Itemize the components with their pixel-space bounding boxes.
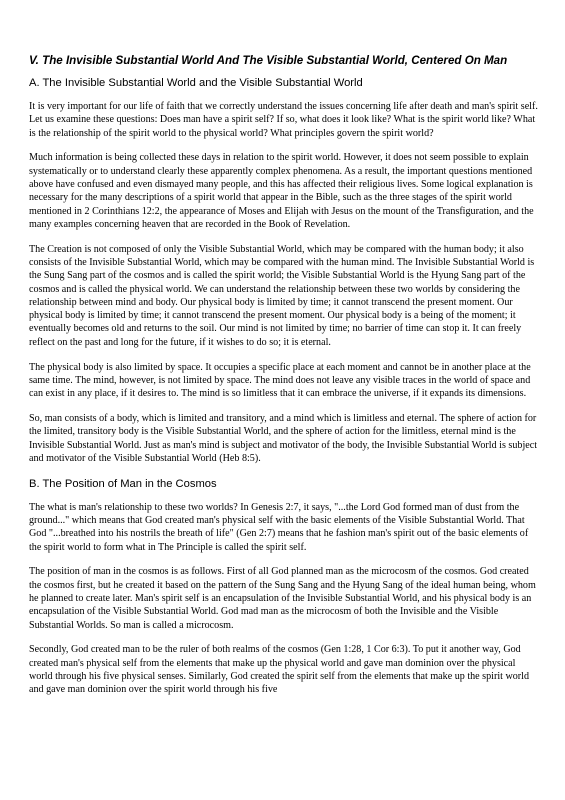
- paragraph: It is very important for our life of faith that we correctly understand the issues concerning life after death and man's spirit self. Let us examine these questions: Does man have a spirit self? If so, what does it look like? What is the spirit world like? What is the relationship of the spirit world to the physical world? What principles govern the spirit world?: [29, 101, 538, 139]
- paragraph: So, man consists of a body, which is limited and transitory, and a mind which is limitless and eternal. The sphere of action for the limited, transitory body is the Visible Substantial World, and the sphere of action for the limitless, eternal mind is the Invisible Substantial World. Just as man's mind is subject and motivator of the body, the Invisible Substantial World is subject and motivator of the Visible Substantial World (Heb 8:5).: [29, 412, 538, 464]
- paragraph: The position of man in the cosmos is as follows. First of all God planned man as the microcosm of the cosmos. God created the cosmos first, but he created it based on the pattern of the Sung Sang and the Hyung Sang of the ideal human being, whom he planned to create later. Man's spirit self is an encapsulation of the Invisible Substantial World, and his physical body is an encapsulation of the Visible Substantial World. God mad man as the microcosm of both the Invisible and the Visible Substantial Worlds. So man is called a microcosm.: [29, 566, 536, 631]
- section-title: V. The Invisible Substantial World And The Visible Substantial World, Centered On Man: [29, 54, 508, 67]
- subsection-a-heading: A. The Invisible Substantial World and the Visible Substantial World: [29, 77, 363, 89]
- subsection-b-heading: B. The Position of Man in the Cosmos: [29, 477, 217, 490]
- paragraph: Much information is being collected these days in relation to the spirit world. However, it does not seem possible to explain systematically or to understand clearly these apparently complex phenomena. As a result, the important questions mentioned above have confused and even dismayed many people, and this has affected their religious lives. Some logical explanation is necessary for the many descriptions of a spirit world that appear in the Bible, such as the three stages of the spirit world mentioned in 2 Corinthians 12:2, the appearance of Moses and Elijah with Jesus on the mount of the Transfiguration, and the many examples concerning heaven that are recorded in the Book of Revelation.: [29, 152, 534, 230]
- paragraph: The physical body is also limited by space. It occupies a specific place at each moment and cannot be in another place at the same time. The mind, however, is not limited by space. The mind does not leave any visible traces in the world of space and can exist in any place, if it desires to. The mind is so limitless that it can embrace the universe, if it expands its dimensions.: [29, 361, 531, 400]
- paragraph: The Creation is not composed of only the Visible Substantial World, which may be compared with the human body; it also consists of the Invisible Substantial World, which may be compared with the human mind. The Invisible Substantial World is the Sung Sang part of the cosmos and is called the spirit world; the Visible Substantial World is the Hyung Sang part of the cosmos and is called the physical world. We can understand the relationship between these two worlds by considering the relationship between mind and body. Our physical body is limited by time; it cannot transcend the present moment. Our physical body is limited by time; it cannot transcend the present moment. Our physical body is a being of the moment; it eventually becomes old and returns to the soil. Our mind is not limited by time; no barrier of time can stop it. It can freely reflect on the past and long for the future, if it wishes to do so; it is eternal.: [29, 243, 535, 348]
- paragraph: The what is man's relationship to these two worlds? In Genesis 2:7, it says, "...the Lord God formed man of dust from the ground..." which means that God created man's physical self with the basic elements of the Visible Substantial World. That God "...breathed into his nostrils the breath of life" (Gen 2:7) means that he fashion man's spirit out of the basic elements of the spirit world to form what in The Principle is called the spirit self.: [29, 501, 529, 553]
- paragraph: Secondly, God created man to be the ruler of both realms of the cosmos (Gen 1:28, 1 Cor 6:3). To put it another way, God created man's physical self from the elements that make up the physical world and gave man dominion over the physical world through his five physical senses. Similarly, God created the spirit self from the elements that make up the spirit world and gave man dominion over the spirit world through his five: [29, 644, 529, 696]
